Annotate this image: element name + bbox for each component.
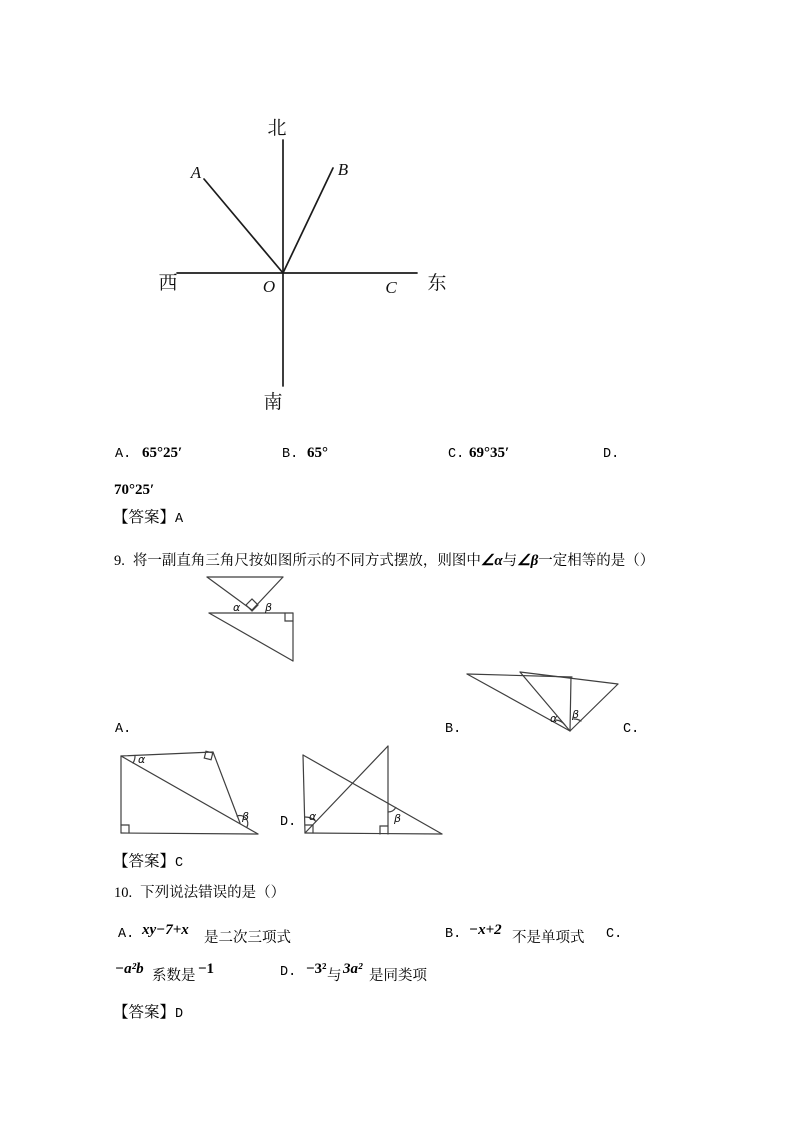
answer-prefix: 【答案】 [113,853,176,870]
right-angle-mark [121,825,129,833]
q10-option-a-label: A. [118,927,135,942]
answer-prefix: 【答案】 [113,1004,176,1021]
beta-label: β [242,810,250,823]
q9-stem-row [114,549,654,570]
q10-option-d-text2: 是同类项 [369,968,427,984]
q10-option-b-label: B. [445,927,462,942]
east-label: 东 [427,273,447,294]
west-label: 西 [158,273,178,294]
q9-option-b-label: B. [445,722,462,737]
q10-option-d-math: −3² [306,961,327,977]
alpha-label: α [550,712,558,725]
q10-stem-row [114,881,285,902]
alpha-label: α [233,601,241,614]
q9-option-c-label: C. [623,722,640,737]
q9-answer-value: C [175,856,184,871]
alpha-label: α [138,753,146,766]
ray-oa [204,179,283,273]
triangle-figure-a [190,570,310,670]
q10-option-a-text: 是二次三项式 [204,930,291,946]
origin-label: O [262,277,276,296]
triangle-figure-c [112,742,267,842]
q10-option-c-text: 系数是 [152,968,196,984]
q9-option-a-label: A. [115,722,132,737]
point-b-label: B [337,160,349,179]
q8-option-d-value: 70°25′ [114,482,155,498]
q10-number: 10. [114,885,133,901]
south-label: 南 [263,392,283,413]
triangle-figure-d [296,740,451,840]
beta-label: β [394,812,402,825]
q10-option-c-math: −a²b [115,961,144,977]
north-label: 北 [267,118,287,139]
q10-option-c-math2: −1 [198,961,215,977]
q8-option-a-value: 65°25′ [142,445,183,461]
q8-answer-row [113,505,183,527]
answer-prefix: 【答案】 [113,509,176,526]
q8-answer-value: A [175,512,184,527]
q10-stem: 下列说法错误的是（） [140,885,286,901]
q9-option-d-label: D. [280,815,297,830]
ray-ob [283,168,333,273]
alpha-arc [133,756,135,764]
q10-option-b-text: 不是单项式 [512,930,585,946]
q8-option-b-label: B. [282,447,299,462]
q10-option-c-label: C. [606,927,623,942]
q10-answer-row [113,1000,183,1022]
point-c-label: C [385,278,397,297]
q9-angle-beta: ∠β [517,553,539,569]
q10-option-b-math: −x+2 [469,922,502,938]
q9-angle-alpha: ∠α [480,553,503,569]
q10-option-d-label: D. [280,965,297,980]
q8-option-d-label: D. [603,447,620,462]
q8-option-c-value: 69°35′ [469,445,510,461]
q10-option-d-math2: 3a² [343,961,363,977]
alpha-label: α [309,810,317,823]
triangle-figure-b [455,650,645,745]
q10-option-d-text: 与 [327,968,342,984]
q9-answer-row [113,849,183,871]
beta-label: β [265,601,273,614]
beta-label: β [572,708,580,721]
q10-answer-value: D [175,1007,184,1022]
q10-option-a-math: xy−7+x [142,922,189,938]
compass-figure [150,105,450,415]
right-angle-mark [380,826,388,834]
q8-option-c-label: C. [448,447,465,462]
point-a-label: A [190,163,202,182]
right-angle-mark [285,613,293,621]
q9-stem-after: 一定相等的是（） [538,553,655,569]
q8-option-a-label: A. [115,447,132,462]
q8-option-b-value: 65° [307,445,328,461]
q9-and-word: 与 [502,553,518,569]
q9-stem-before: 将一副直角三角尺按如图所示的不同方式摆放，则图中 [132,553,481,569]
q9-number: 9. [114,553,125,569]
